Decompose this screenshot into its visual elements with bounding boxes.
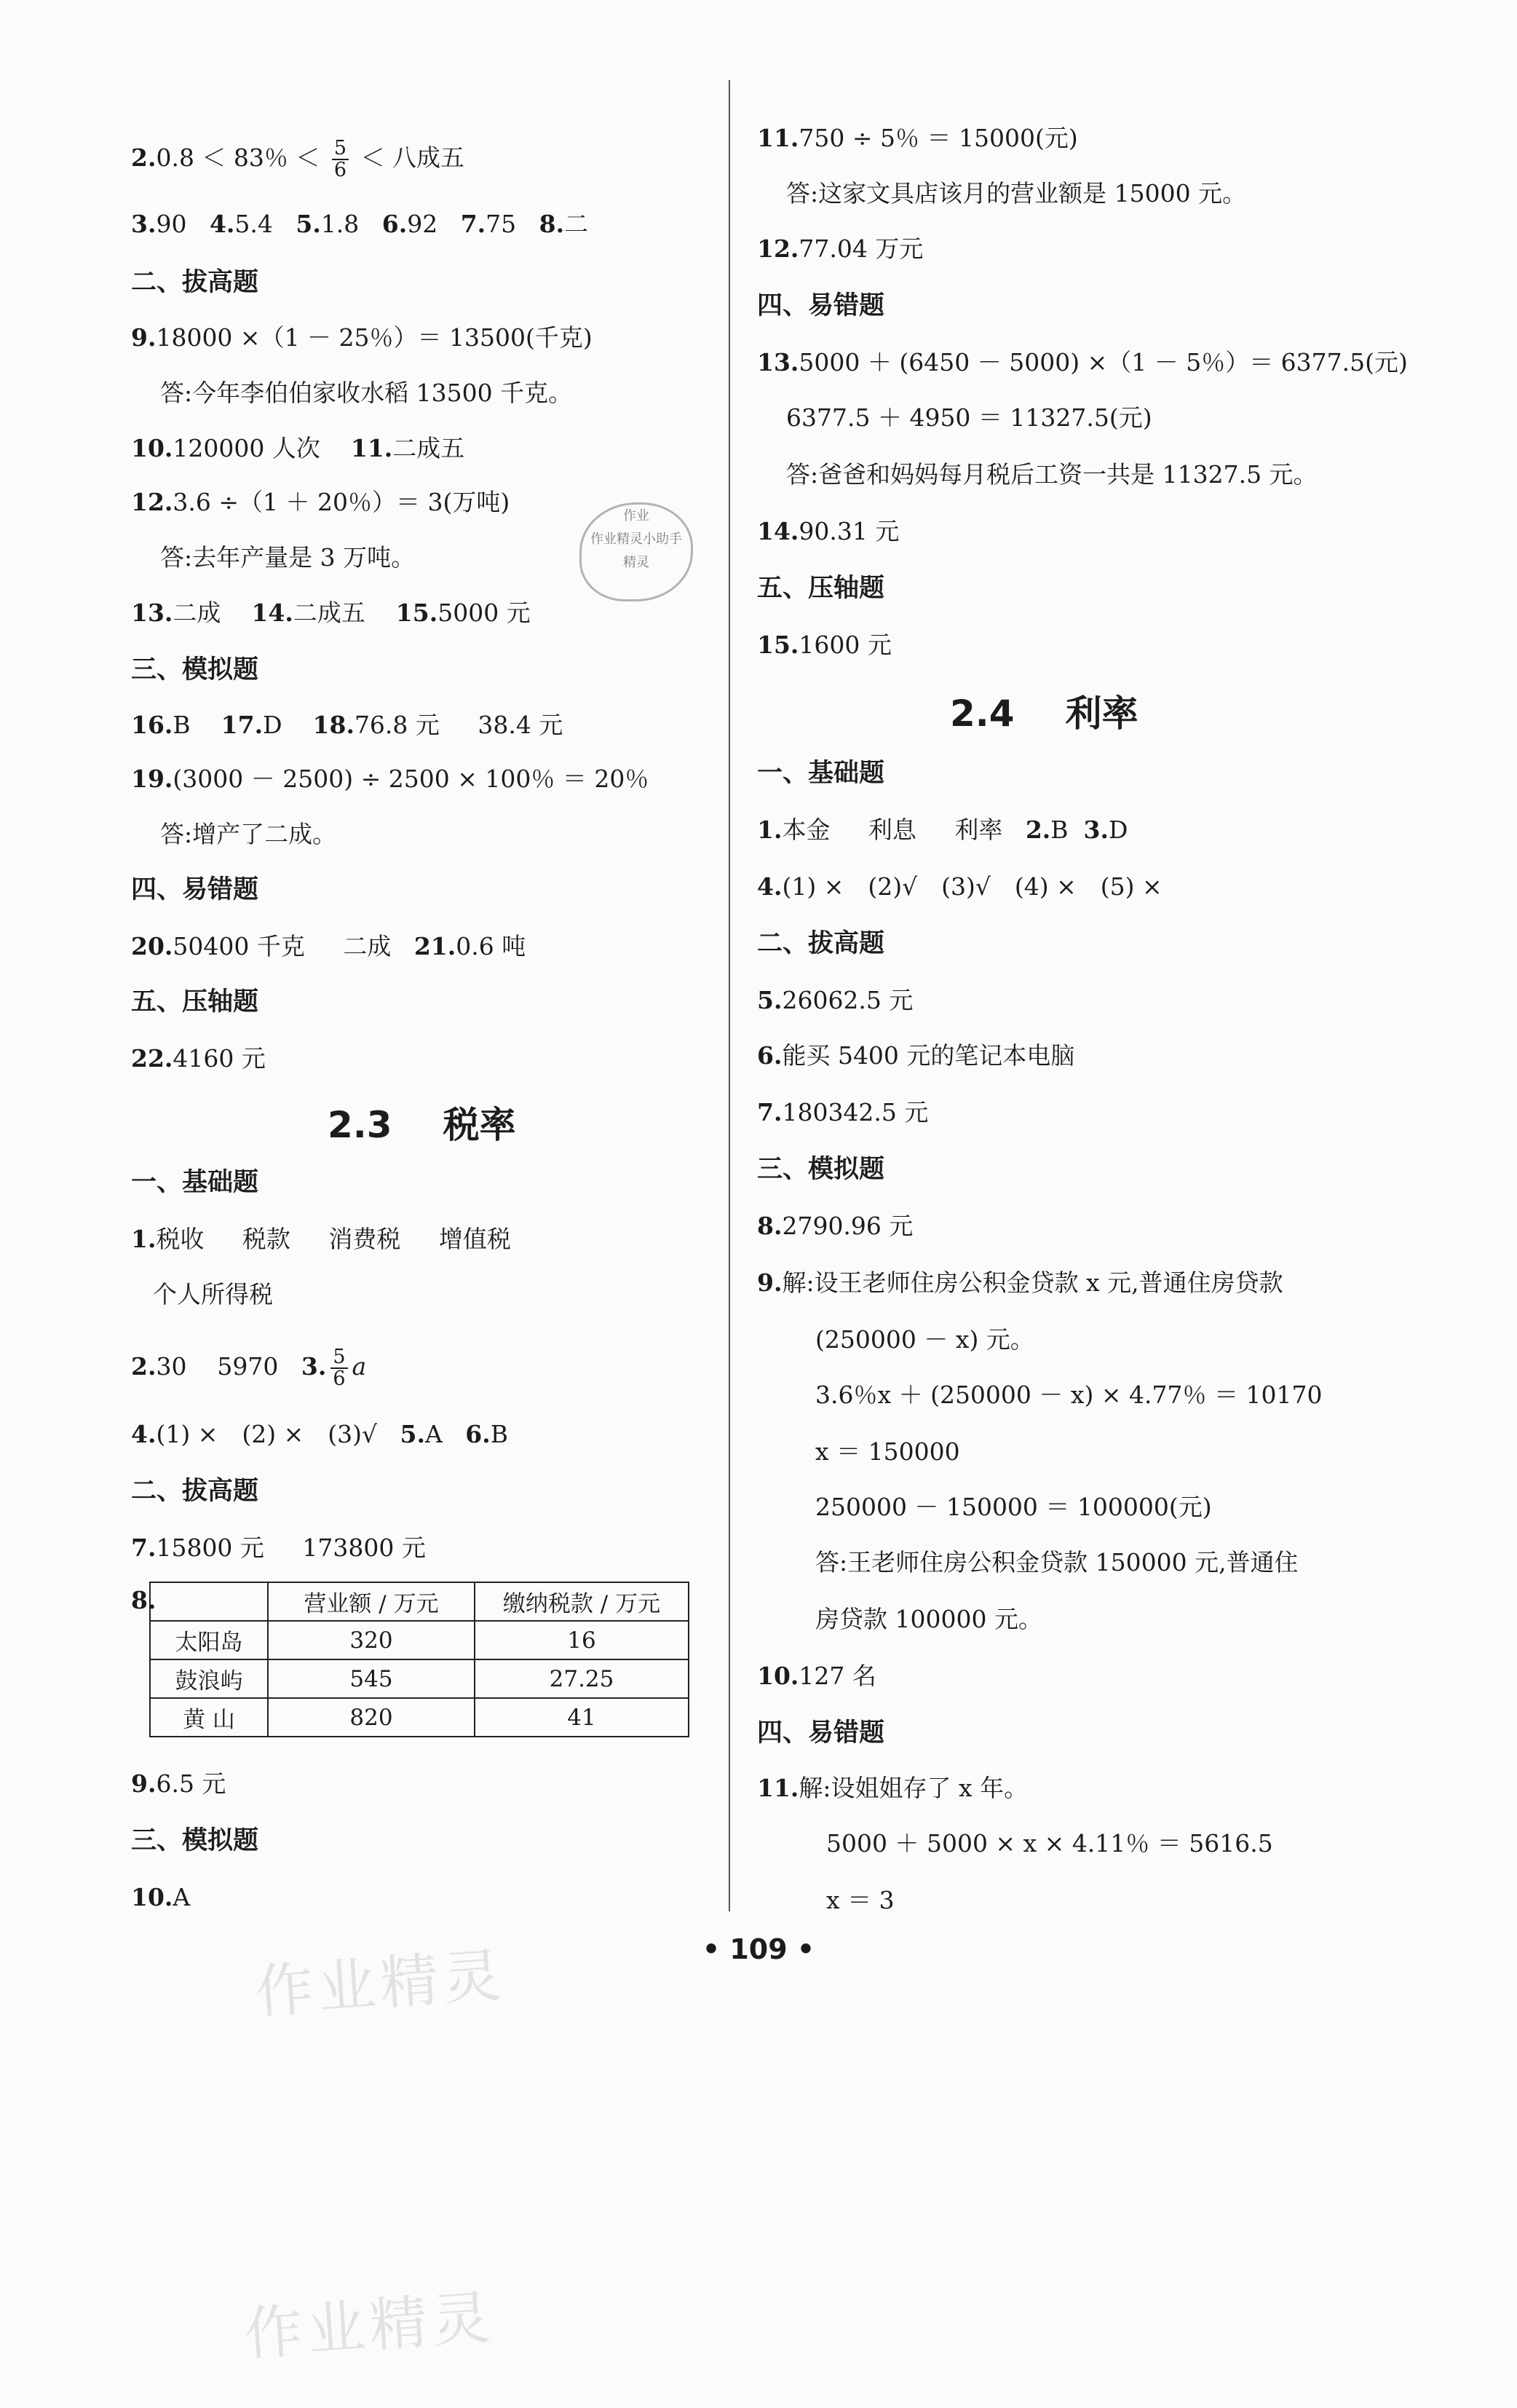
num: 16. (131, 711, 173, 739)
section-title: 利率 (1065, 692, 1138, 735)
text: 750 ÷ 5％ ＝ 15000(元) (799, 124, 1078, 152)
num: 22. (131, 1044, 173, 1073)
l-items-13-15 (131, 597, 531, 629)
r-item-11-answer: 答:这家文具店该月的营业额是 15000 元。 (786, 179, 1247, 208)
r-item-13-step: 6377.5 ＋ 4950 ＝ 11327.5(元) (786, 403, 1152, 432)
table-row (150, 1698, 689, 1737)
table-header-row (150, 1582, 689, 1621)
val: B (173, 711, 191, 739)
num: 10. (131, 1883, 173, 1911)
val: 利息 (868, 816, 916, 844)
s-item-4 (757, 871, 1162, 903)
t-items-4-6 (131, 1418, 508, 1450)
l-item-9-answer: 答:今年李伯伯家收水稻 13500 千克。 (160, 379, 573, 407)
num: 18. (312, 711, 355, 739)
table-cell: 太阳岛 (150, 1621, 268, 1659)
val: (1) × (2) × (3)√ (156, 1420, 377, 1448)
heading-sim-2: 三、模拟题 (131, 1826, 259, 1855)
s-item-11-b: 5000 ＋ 5000 × x × 4.11％ ＝ 5616.5 (826, 1829, 1273, 1858)
text: 127 名 (799, 1662, 876, 1690)
stamp-text: 精灵 (623, 555, 649, 570)
r-item-14 (757, 516, 899, 548)
num: 1. (131, 1225, 157, 1253)
fraction (330, 1347, 347, 1389)
heading-sim-r: 三、模拟题 (757, 1155, 885, 1184)
text: 解:设姐姐存了 x 年。 (799, 1774, 1029, 1802)
l-item-12-answer: 答:去年产量是 3 万吨。 (160, 543, 416, 572)
val: 二成五 (293, 599, 365, 627)
heading-basic-r: 一、基础题 (757, 759, 885, 788)
s-item-9 (757, 1267, 1283, 1299)
l-items-16-18 (131, 709, 563, 741)
text: 180342.5 元 (782, 1098, 929, 1126)
num: 4. (757, 872, 783, 901)
table-cell: 320 (268, 1621, 475, 1659)
text: 77.04 万元 (799, 234, 924, 263)
l-item-2 (131, 138, 464, 181)
text: 90.31 元 (799, 517, 900, 545)
text: 1600 元 (799, 631, 892, 659)
l-item-19-answer: 答:增产了二成。 (160, 820, 337, 848)
s-item-9-b: (250000 － x) 元。 (815, 1325, 1034, 1354)
num: 13. (131, 599, 173, 627)
section-num: 2.4 (950, 692, 1015, 735)
section-title: 税率 (443, 1104, 516, 1146)
num: 7. (131, 1533, 157, 1562)
table-cell: 黄 山 (150, 1698, 268, 1737)
r-item-13 (757, 347, 1408, 379)
table-row (150, 1621, 689, 1659)
num: 14. (251, 599, 293, 627)
num: 5. (757, 986, 783, 1014)
num: 11. (757, 124, 799, 152)
val: 5970 (217, 1352, 279, 1381)
s-item-9-d: x ＝ 150000 (815, 1437, 960, 1466)
val: 利率 (954, 816, 1003, 844)
text: 2790.96 元 (782, 1212, 914, 1240)
variable: a (352, 1352, 367, 1381)
num: 3. (131, 210, 157, 238)
l-item-22 (131, 1043, 266, 1075)
table-cell: 41 (475, 1698, 689, 1737)
num: 17. (221, 711, 264, 739)
val: 0.6 吨 (456, 932, 526, 960)
table-header: 营业额 / 万元 (268, 1582, 475, 1621)
table-cell: 27.25 (475, 1659, 689, 1698)
stamp-text: 作业 (623, 508, 649, 524)
val: A (424, 1420, 443, 1448)
num: 12. (131, 488, 173, 516)
heading-improve-2: 二、拔高题 (131, 1477, 259, 1506)
s-item-10 (757, 1660, 876, 1692)
num: 9. (131, 1769, 157, 1798)
val: 二成五 (392, 434, 465, 462)
val: B (1050, 816, 1069, 844)
num: 4. (209, 210, 235, 238)
heading-err-r2: 四、易错题 (757, 1718, 885, 1748)
num: 15. (395, 599, 438, 627)
table-cell: 545 (268, 1659, 475, 1698)
num: 2. (1025, 816, 1051, 844)
heading-sim: 三、模拟题 (131, 655, 259, 684)
num: 9. (757, 1268, 783, 1297)
val: B (490, 1420, 508, 1448)
table-header (150, 1582, 268, 1621)
s-item-9-c: 3.6％x ＋ (250000 － x) × 4.77％ ＝ 10170 (815, 1381, 1323, 1409)
val: 二 (564, 210, 589, 238)
val: 5.4 (234, 210, 273, 238)
num: 15. (757, 631, 799, 659)
num: 8. (757, 1212, 783, 1240)
num: 9. (131, 323, 157, 352)
val: 15800 元 (156, 1533, 264, 1562)
val: 本金 (782, 816, 831, 844)
num: 7. (460, 210, 486, 238)
l-items-3-8 (131, 208, 588, 240)
watermark-2: 作业精灵 (242, 2283, 497, 2369)
heading-basic: 一、基础题 (131, 1168, 259, 1197)
num: 2. (131, 143, 157, 172)
num: 6. (465, 1420, 491, 1448)
heading-err: 四、易错题 (131, 875, 259, 904)
page-number: • 109 • (702, 1933, 815, 1965)
t-item-10 (131, 1882, 190, 1914)
val: 92 (407, 210, 438, 238)
s-item-9-g: 房贷款 100000 元。 (815, 1605, 1042, 1633)
section-2-3-title (328, 1096, 516, 1148)
val: 消费税 (328, 1225, 401, 1253)
tax-table (149, 1582, 689, 1737)
text: 能买 5400 元的笔记本电脑 (782, 1041, 1075, 1070)
val: 76.8 元 (354, 711, 440, 739)
table-header: 缴纳税款 / 万元 (475, 1582, 689, 1621)
l-items-10-11 (131, 433, 464, 465)
val: D (263, 711, 282, 739)
num: 3. (301, 1352, 327, 1381)
num: 3. (1083, 816, 1109, 844)
val: 50400 千克 (173, 932, 305, 960)
num: 8. (539, 210, 565, 238)
s-item-7 (757, 1097, 928, 1129)
num: 4. (131, 1420, 157, 1448)
denominator: 6 (333, 1367, 346, 1390)
t-item-1 (131, 1223, 511, 1255)
val: 173800 元 (302, 1533, 426, 1562)
text: 4160 元 (173, 1044, 266, 1073)
table-cell: 鼓浪屿 (150, 1659, 268, 1698)
num: 1. (757, 816, 783, 844)
num: 5. (400, 1420, 425, 1448)
fraction (332, 138, 349, 181)
val: 38.4 元 (478, 711, 563, 739)
section-2-4-title (950, 684, 1138, 737)
numerator: 5 (330, 1347, 347, 1369)
numerator: 5 (332, 138, 349, 160)
text: (3000 － 2500) ÷ 2500 × 100％ ＝ 20％ (173, 765, 649, 793)
num: 6. (757, 1041, 783, 1070)
r-item-12 (757, 233, 923, 265)
val: 5000 元 (437, 599, 531, 627)
text: 26062.5 元 (782, 986, 914, 1014)
val: 75 (486, 210, 517, 238)
val: 30 (156, 1352, 187, 1381)
text: 5000 ＋ (6450 － 5000) ×（1 － 5％）＝ 6377.5(元) (799, 348, 1408, 376)
text: 解:设王老师住房公积金贷款 x 元,普通住房贷款 (782, 1268, 1283, 1297)
r-item-13-answer: 答:爸爸和妈妈每月税后工资一共是 11327.5 元。 (786, 460, 1318, 489)
stamp-text: 作业精灵小助手 (590, 532, 682, 547)
val: 二成 (343, 932, 392, 960)
column-divider (729, 80, 730, 1911)
num: 10. (131, 434, 173, 462)
s-item-11 (757, 1772, 1028, 1804)
s-item-9-e: 250000 － 150000 ＝ 100000(元) (815, 1493, 1212, 1521)
num: 13. (757, 348, 799, 376)
t-item-7 (131, 1532, 426, 1564)
text-post: ＜ 八成五 (353, 143, 465, 172)
num: 5. (296, 210, 321, 238)
heading-axis-r: 五、压轴题 (757, 574, 885, 603)
heading-axis: 五、压轴题 (131, 987, 259, 1017)
l-items-20-21 (131, 931, 526, 963)
heading-improve: 二、拔高题 (131, 268, 259, 297)
heading-improve-r: 二、拔高题 (757, 929, 885, 958)
val: 120000 人次 (173, 434, 320, 462)
val: 二成 (173, 599, 221, 627)
s-item-8 (757, 1210, 913, 1242)
val: 增值税 (438, 1225, 511, 1253)
t-item-1-cont: 个人所得税 (153, 1280, 273, 1308)
num: 11. (350, 434, 393, 462)
val: 90 (156, 210, 187, 238)
val: 税款 (242, 1225, 290, 1253)
num: 19. (131, 765, 173, 793)
denominator: 6 (333, 159, 347, 181)
t-item-8-num: 8. (131, 1586, 157, 1614)
heading-err-r: 四、易错题 (757, 291, 885, 320)
num: 14. (757, 517, 799, 545)
num: 6. (381, 210, 408, 238)
s-items-1-3 (757, 814, 1128, 846)
s-item-11-c: x ＝ 3 (826, 1886, 895, 1914)
text: 3.6 ÷（1 ＋ 20％）＝ 3(万吨) (173, 488, 510, 516)
val: 税收 (156, 1225, 205, 1253)
val: D (1109, 816, 1128, 844)
s-item-6 (757, 1040, 1074, 1072)
text: 0.8 ＜ 83％ ＜ (156, 143, 328, 172)
text: (1) × (2)√ (3)√ (4) × (5) × (782, 872, 1162, 901)
s-item-9-f: 答:王老师住房公积金贷款 150000 元,普通住 (815, 1548, 1299, 1576)
t-item-9 (131, 1768, 226, 1800)
table-cell: 820 (268, 1698, 475, 1737)
t-items-2-3 (131, 1347, 366, 1389)
r-item-15 (757, 629, 892, 661)
l-item-9 (131, 322, 593, 354)
stamp-watermark (579, 502, 693, 601)
val: 1.8 (320, 210, 360, 238)
num: 11. (757, 1774, 799, 1802)
table-row (150, 1659, 689, 1698)
num: 2. (131, 1352, 157, 1381)
table-cell: 16 (475, 1621, 689, 1659)
r-item-11 (757, 122, 1078, 154)
text: 6.5 元 (156, 1769, 226, 1798)
num: 12. (757, 234, 799, 263)
text: A (173, 1883, 191, 1911)
section-num: 2.3 (328, 1104, 392, 1146)
num: 7. (757, 1098, 783, 1126)
num: 10. (757, 1662, 799, 1690)
text: 18000 ×（1 － 25％）＝ 13500(千克) (156, 323, 593, 352)
l-item-12 (131, 486, 510, 518)
s-item-5 (757, 984, 913, 1017)
watermark-1: 作业精灵 (253, 1941, 508, 2026)
l-item-19 (131, 763, 649, 795)
num: 20. (131, 932, 173, 960)
num: 21. (413, 932, 456, 960)
